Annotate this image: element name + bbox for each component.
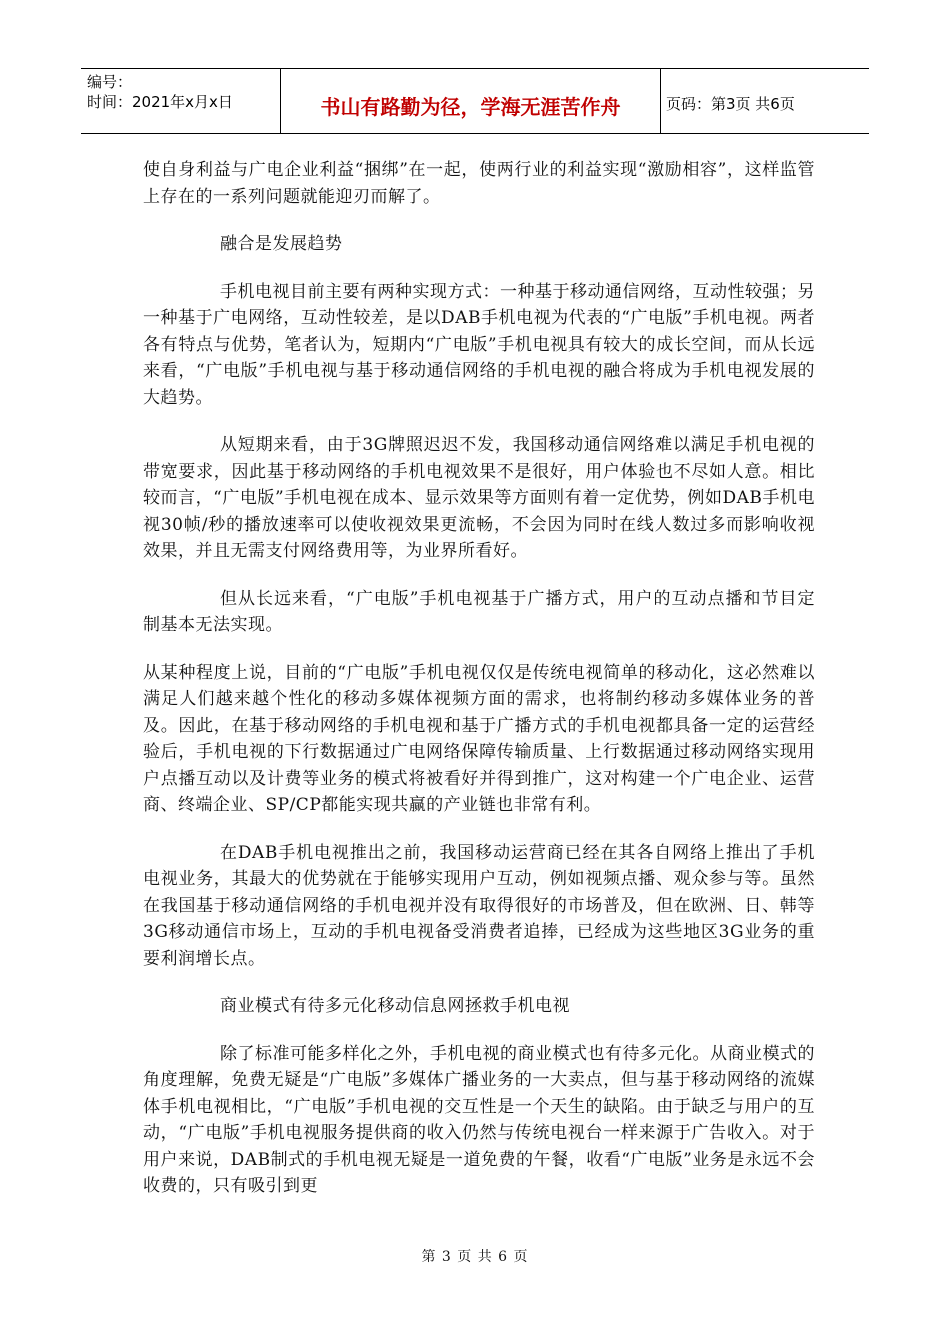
section-heading: 商业模式有待多元化移动信息网拯救手机电视 bbox=[220, 996, 570, 1016]
paragraph: 在DAB手机电视推出之前，我国移动运营商已经在其各自网络上推出了手机电视业务，其最大的优势就在于能够实现用户互动，例如视频点播、观众参与等。虽然在我国基于移动通信网络的手机电视并没有取得很好的市场普及，但在欧洲、日、韩等3G移动通信市场上，互动的手机电视备受消费者追捧，已经成为这些地区3G业务的重要利润增长点。 bbox=[143, 842, 815, 969]
page-header bbox=[81, 68, 869, 134]
page-footer: 第 3 页 共 6 页 bbox=[421, 1249, 529, 1265]
section-heading: 融合是发展趋势 bbox=[220, 234, 343, 254]
paragraph: 除了标准可能多样化之外，手机电视的商业模式也有待多元化。从商业模式的角度理解，免费无疑是“广电版”多媒体广播业务的一大卖点，但与基于移动网络的流媒体手机电视相比，“广电版”手机电视的交互性是一个天生的缺陷。由于缺乏与用户的互动，“广电版”手机电视服务提供商的收入仍然与传统电视台一样来源于广告收入。对于用户来说，DAB制式的手机电视无疑是一道免费的午餐，收看“广电版”业务是永远不会收费的，只有吸引到更 bbox=[143, 1043, 815, 1196]
header-motto: 书山有路勤为径，学海无涯苦作舟 bbox=[320, 95, 621, 119]
header-divider bbox=[660, 69, 661, 133]
paragraph: 从某种程度上说，目前的“广电版”手机电视仅仅是传统电视简单的移动化，这必然难以满足人们越来越个性化的移动多媒体视频方面的需求，也将制约移动多媒体业务的普及。因此，在基于移动网络的手机电视和基于广播方式的手机电视都具备一定的运营经验后，手机电视的下行数据通过广电网络保障传输质量、上行数据通过移动网络实现用户点播互动以及计费等业务的模式将被看好并得到推广，这对构建一个广电企业、运营商、终端企业、SP/CP都能实现共赢的产业链也非常有利。 bbox=[143, 662, 815, 815]
paragraph: 使自身利益与广电企业利益“捆绑”在一起，使两行业的利益实现“激励相容”，这样监管上存在的一系列问题就能迎刃而解了。 bbox=[143, 160, 815, 207]
document-number-label: 编号： bbox=[87, 73, 133, 91]
document-date-label: 时间：2021年x月x日 bbox=[87, 93, 233, 111]
paragraph: 但从长远来看，“广电版”手机电视基于广播方式，用户的互动点播和节目定制基本无法实现。 bbox=[143, 588, 815, 635]
paragraph: 从短期来看，由于3G牌照迟迟不发，我国移动通信网络难以满足手机电视的带宽要求，因此基于移动网络的手机电视效果不是很好，用户体验也不尽如人意。相比较而言，“广电版”手机电视在成本、显示效果等方面则有着一定优势，例如DAB手机电视30帧/秒的播放速率可以使收视效果更流畅，不会因为同时在线人数过多而影响收视效果，并且无需支付网络费用等，为业界所看好。 bbox=[143, 435, 815, 561]
paragraph: 手机电视目前主要有两种实现方式：一种基于移动通信网络，互动性较强；另一种基于广电网络，互动性较差，是以DAB手机电视为代表的“广电版”手机电视。两者各有特点与优势，笔者认为，短期内“广电版”手机电视具有较大的成长空间，而从长远来看，“广电版”手机电视与基于移动通信网络的手机电视的融合将成为手机电视发展的大趋势。 bbox=[143, 281, 815, 408]
document-body bbox=[143, 157, 815, 1221]
header-page-number: 页码：第3页 共6页 bbox=[666, 95, 795, 113]
header-info bbox=[87, 72, 233, 112]
